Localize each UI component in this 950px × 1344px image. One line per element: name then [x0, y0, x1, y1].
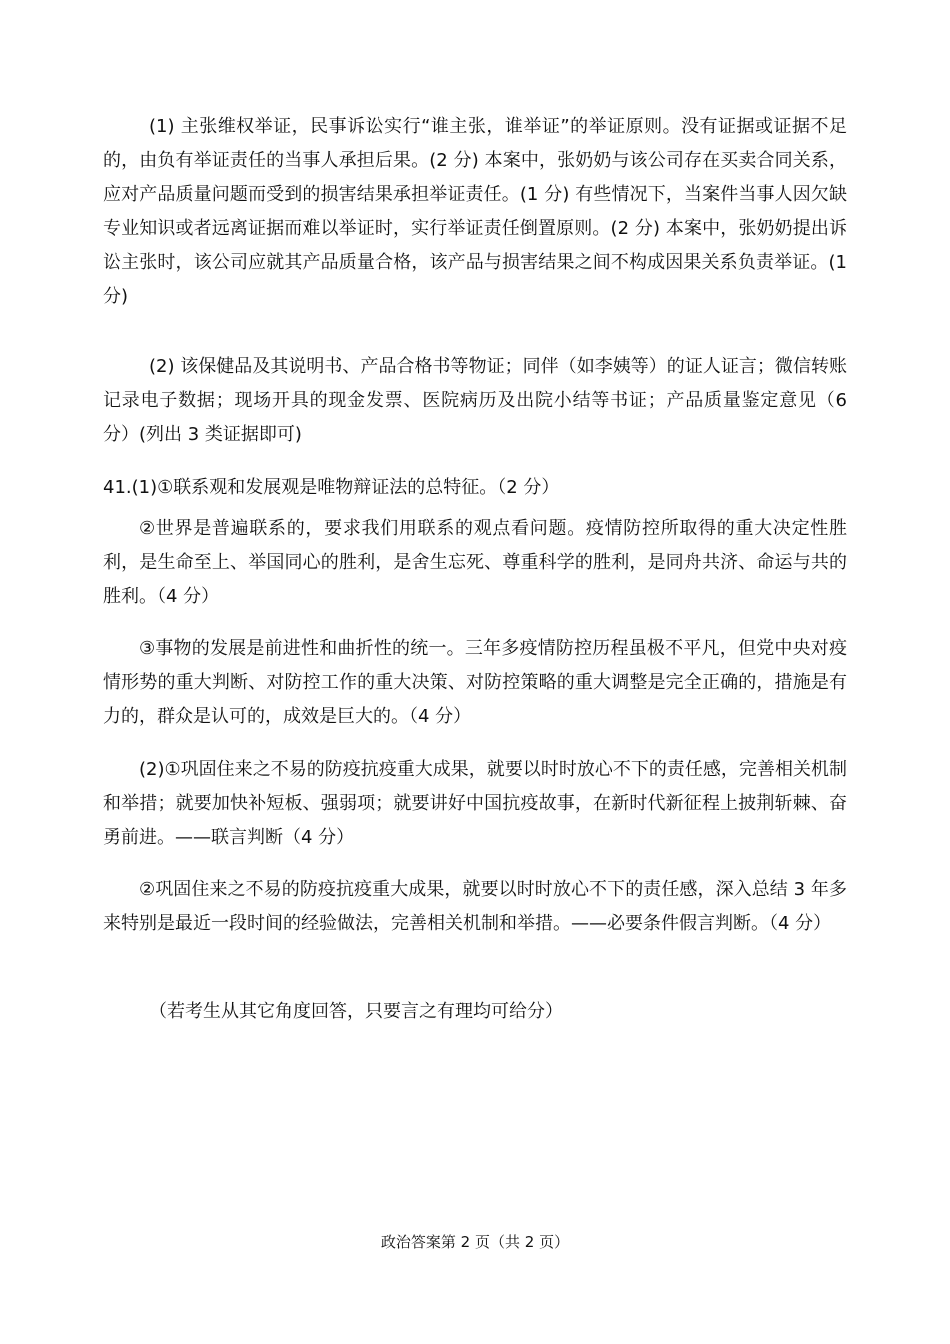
answer-paragraph-2: (2) 该保健品及其说明书、产品合格书等物证；同伴（如李姨等）的证人证言；微信转账记录电子数据；现场开具的现金发票、医院病历及出院小结等书证；产品质量鉴定意见（6 分）(列出 3 类证据即可): [103, 356, 847, 445]
answer-paragraph-1: (1) 主张维权举证，民事诉讼实行“谁主张，谁举证”的举证原则。没有证据或证据不足的，由负有举证责任的当事人承担后果。(2 分) 本案中，张奶奶与该公司存在买卖合同关系，应对产品质量问题而受到的损害结果承担举证责任。(1 分) 有些情况下，当案件当事人因欠缺专业知识或者远离证据而难以举证时，实行举证责任倒置原则。(2 分) 本案中，张奶奶提出诉讼主张时，该公司应就其产品质量合格，该产品与损害结果之间不构成因果关系负责举证。(1 分): [103, 116, 847, 307]
question-41-part1-point1: 41.(1)①联系观和发展观是唯物辩证法的总特征。（2 分）: [103, 477, 560, 498]
grading-note: （若考生从其它角度回答，只要言之有理均可给分）: [149, 1001, 563, 1022]
question-41-part1-point3: ③事物的发展是前进性和曲折性的统一。三年多疫情防控历程虽极不平凡，但党中央对疫情形势的重大判断、对防控工作的重大决策、对防控策略的重大调整是完全正确的，措施是有力的，群众是认可的，成效是巨大的。（4 分）: [103, 638, 847, 727]
question-41-part2-point1: (2)①巩固住来之不易的防疫抗疫重大成果，就要以时时放心不下的责任感，完善相关机制和举措；就要加快补短板、强弱项；就要讲好中国抗疫故事，在新时代新征程上披荆斩棘、奋勇前进。——联言判断（4 分）: [103, 759, 847, 848]
question-41-part1-point2: ②世界是普遍联系的，要求我们用联系的观点看问题。疫情防控所取得的重大决定性胜利，是生命至上、举国同心的胜利，是舍生忘死、尊重科学的胜利，是同舟共济、命运与共的胜利。（4 分）: [103, 518, 847, 607]
question-41-part2-point2: ②巩固住来之不易的防疫抗疫重大成果，就要以时时放心不下的责任感，深入总结 3 年多来特别是最近一段时间的经验做法，完善相关机制和举措。——必要条件假言判断。（4 分）: [103, 879, 847, 934]
page-footer: 政治答案第 2 页（共 2 页）: [380, 1233, 570, 1251]
